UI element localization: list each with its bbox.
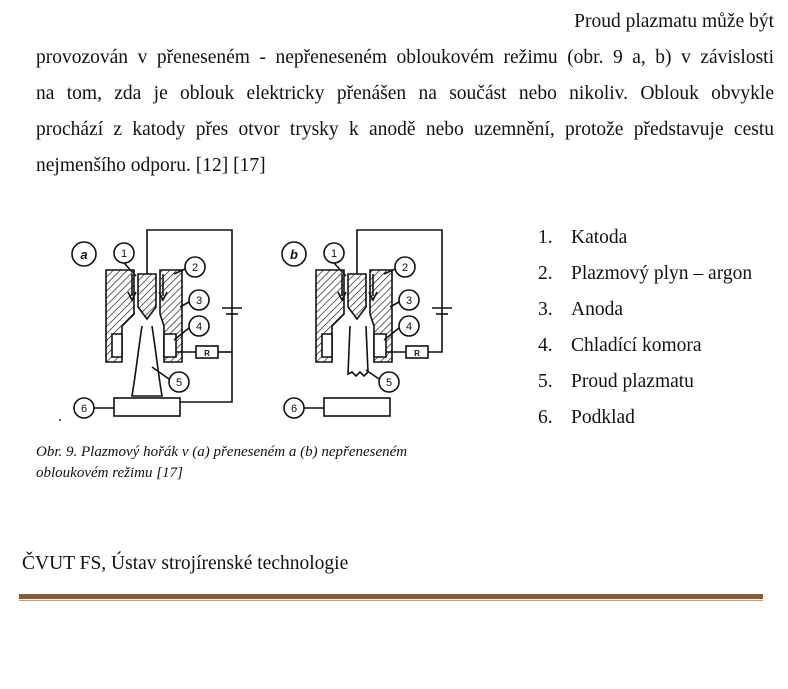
cooling-chamber-right-b: [374, 334, 386, 357]
resistor-label-b: R: [414, 349, 420, 358]
callout-4-a: 4: [195, 321, 203, 333]
legend-item: 2. Plazmový plyn – argon: [538, 263, 753, 284]
legend-item: 4. Chladící komora: [538, 335, 702, 356]
component-legend: [538, 222, 752, 438]
caption-line-2: obloukovém režimu [17]: [36, 465, 183, 481]
figure-caption: [36, 442, 496, 484]
substrate-b: [324, 398, 390, 416]
paragraph-line-5: nejmenšího odporu. [12] [17]: [36, 155, 266, 176]
panel-a-diagram: [72, 230, 242, 418]
footer-institution: ČVUT FS, Ústav strojírenské technologie: [22, 553, 349, 574]
callout-1-b: 1: [330, 248, 338, 260]
panel-b-diagram: [282, 230, 452, 418]
stray-dot: .: [58, 408, 62, 425]
substrate-a: [114, 398, 180, 416]
legend-item: 3. Anoda: [538, 299, 623, 320]
resistor-label-a: R: [204, 349, 210, 358]
legend-item: 1. Katoda: [538, 227, 628, 248]
callout-6-a: 6: [80, 403, 88, 415]
callout-1-a: 1: [120, 248, 128, 260]
callout-2-b: 2: [401, 262, 409, 274]
paragraph-line-2: provozován v přeneseném - nepřeneseném obloukovém režimu (obr. 9 a, b) v závislosti: [36, 47, 774, 68]
cathode-b: [348, 274, 366, 319]
cooling-chamber-left-b: [322, 334, 332, 357]
legend-item: 6. Podklad: [538, 407, 635, 428]
caption-line-1: Obr. 9. Plazmový hořák v (a) přeneseném a (b) nepřeneseném: [36, 444, 408, 460]
callout-5-a: 5: [175, 377, 183, 389]
paragraph-line-4: prochází z katody přes otvor trysky k anodě nebo uzemnění, protože představuje cestu: [36, 119, 774, 140]
plasma-jet-a: [132, 326, 162, 396]
paragraph-line-1: Proud plazmatu může být: [574, 11, 774, 32]
callout-4-b: 4: [405, 321, 413, 333]
plasma-jet-b: [348, 326, 368, 376]
panel-b-letter: b: [290, 247, 298, 262]
panel-a-letter: a: [80, 247, 88, 262]
paragraph-line-3: na tom, zda je oblouk elektricky přenášen na součást nebo nikoliv. Oblouk obvykle: [36, 83, 774, 104]
callout-6-b: 6: [290, 403, 298, 415]
plasma-torch-figure: [62, 222, 462, 428]
body-paragraph: [36, 4, 774, 184]
legend-item: 5. Proud plazmatu: [538, 371, 694, 392]
plasma-torch-diagram: [62, 222, 462, 428]
cooling-chamber-right-a: [164, 334, 176, 357]
cooling-chamber-left-a: [112, 334, 122, 357]
callout-3-b: 3: [405, 295, 413, 307]
callout-5-b: 5: [385, 377, 393, 389]
footer-rule: [19, 594, 763, 599]
cathode-a: [138, 274, 156, 319]
callout-3-a: 3: [195, 295, 203, 307]
footer-rule-thin: [19, 600, 763, 601]
callout-2-a: 2: [191, 262, 199, 274]
